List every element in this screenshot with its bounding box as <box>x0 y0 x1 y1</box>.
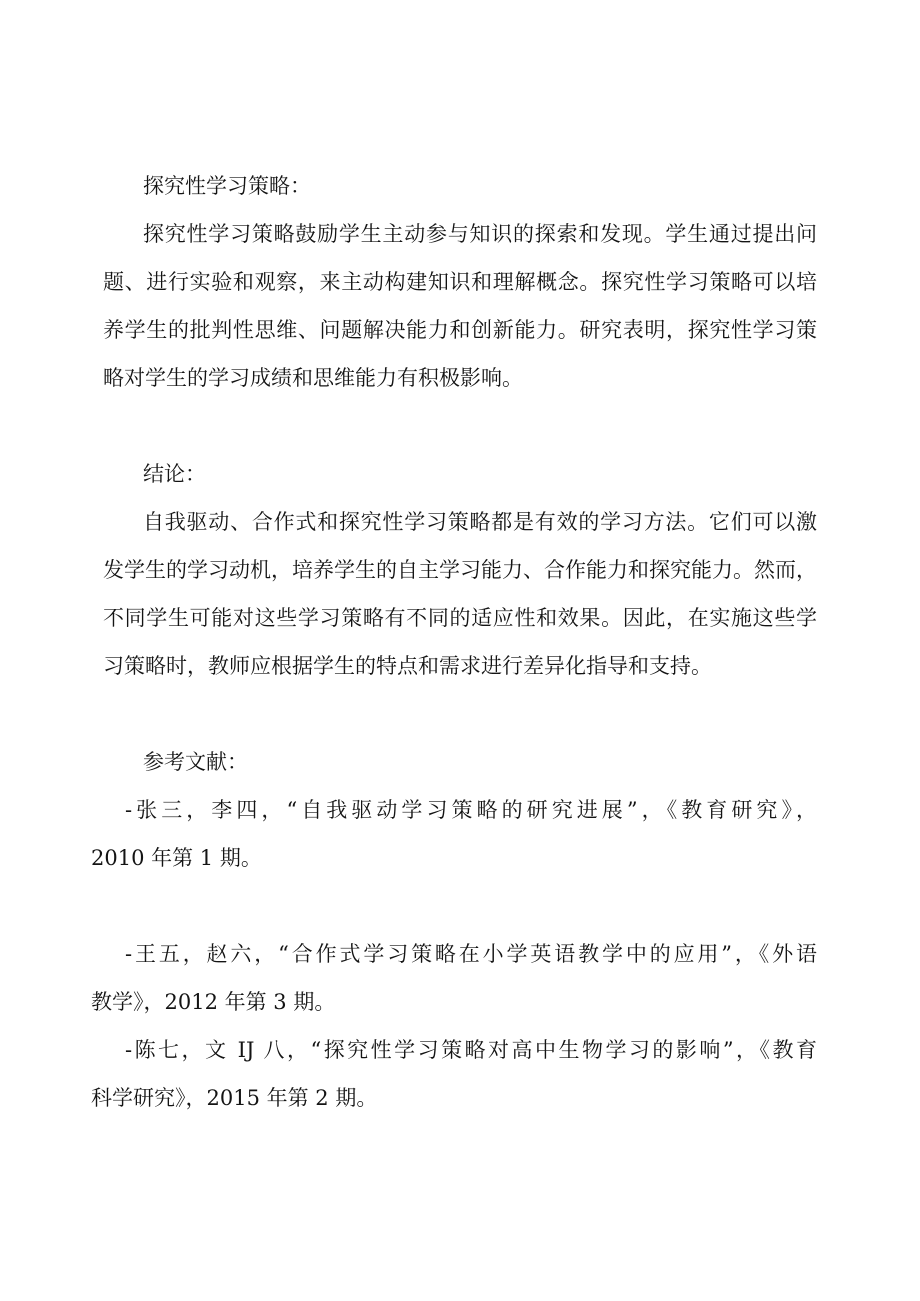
conclusion-paragraph-line-1: 自我驱动、合作式和探究性学习策略都是有效的学习方法。它们可以激 <box>143 510 817 534</box>
conclusion-paragraph-line-4: 习策略时，教师应根据学生的特点和需求进行差异化指导和支持。 <box>103 654 712 678</box>
conclusion-paragraph-line-3: 不同学生可能对这些学习策略有不同的适应性和效果。因此，在实施这些学 <box>103 606 817 630</box>
reference-entry-2-line-1: -王五，赵六，“合作式学习策略在小学英语教学中的应用”，《外语 <box>125 942 817 966</box>
section-title-conclusion: 结论： <box>143 462 206 486</box>
reference-entry-1-line-1: -张三，李四，“自我驱动学习策略的研究进展”，《教育研究》， <box>125 798 817 822</box>
exploratory-paragraph-line-1: 探究性学习策略鼓励学生主动参与知识的探索和发现。学生通过提出问 <box>143 222 817 246</box>
reference-entry-2-line-2: 教学》，2012 年第 3 期。 <box>91 990 336 1014</box>
section-title-exploratory-learning-strategy: 探究性学习策略： <box>143 174 311 198</box>
exploratory-paragraph-line-3: 养学生的批判性思维、问题解决能力和创新能力。研究表明，探究性学习策 <box>103 318 817 342</box>
conclusion-paragraph-line-2: 发学生的学习动机，培养学生的自主学习能力、合作能力和探究能力。然而， <box>103 558 817 582</box>
document-body <box>91 162 817 1122</box>
reference-entry-1-line-2: 2010 年第 1 期。 <box>91 846 262 870</box>
reference-entry-3-line-1: -陈七，文 IJ 八，“探究性学习策略对高中生物学习的影响”，《教育 <box>125 1038 817 1062</box>
exploratory-paragraph-line-4: 略对学生的学习成绩和思维能力有积极影响。 <box>103 366 523 390</box>
section-title-references: 参考文献： <box>143 750 248 774</box>
exploratory-paragraph-line-2: 题、进行实验和观察，来主动构建知识和理解概念。探究性学习策略可以培 <box>103 270 817 294</box>
reference-entry-3-line-2: 科学研究》，2015 年第 2 期。 <box>91 1086 378 1110</box>
